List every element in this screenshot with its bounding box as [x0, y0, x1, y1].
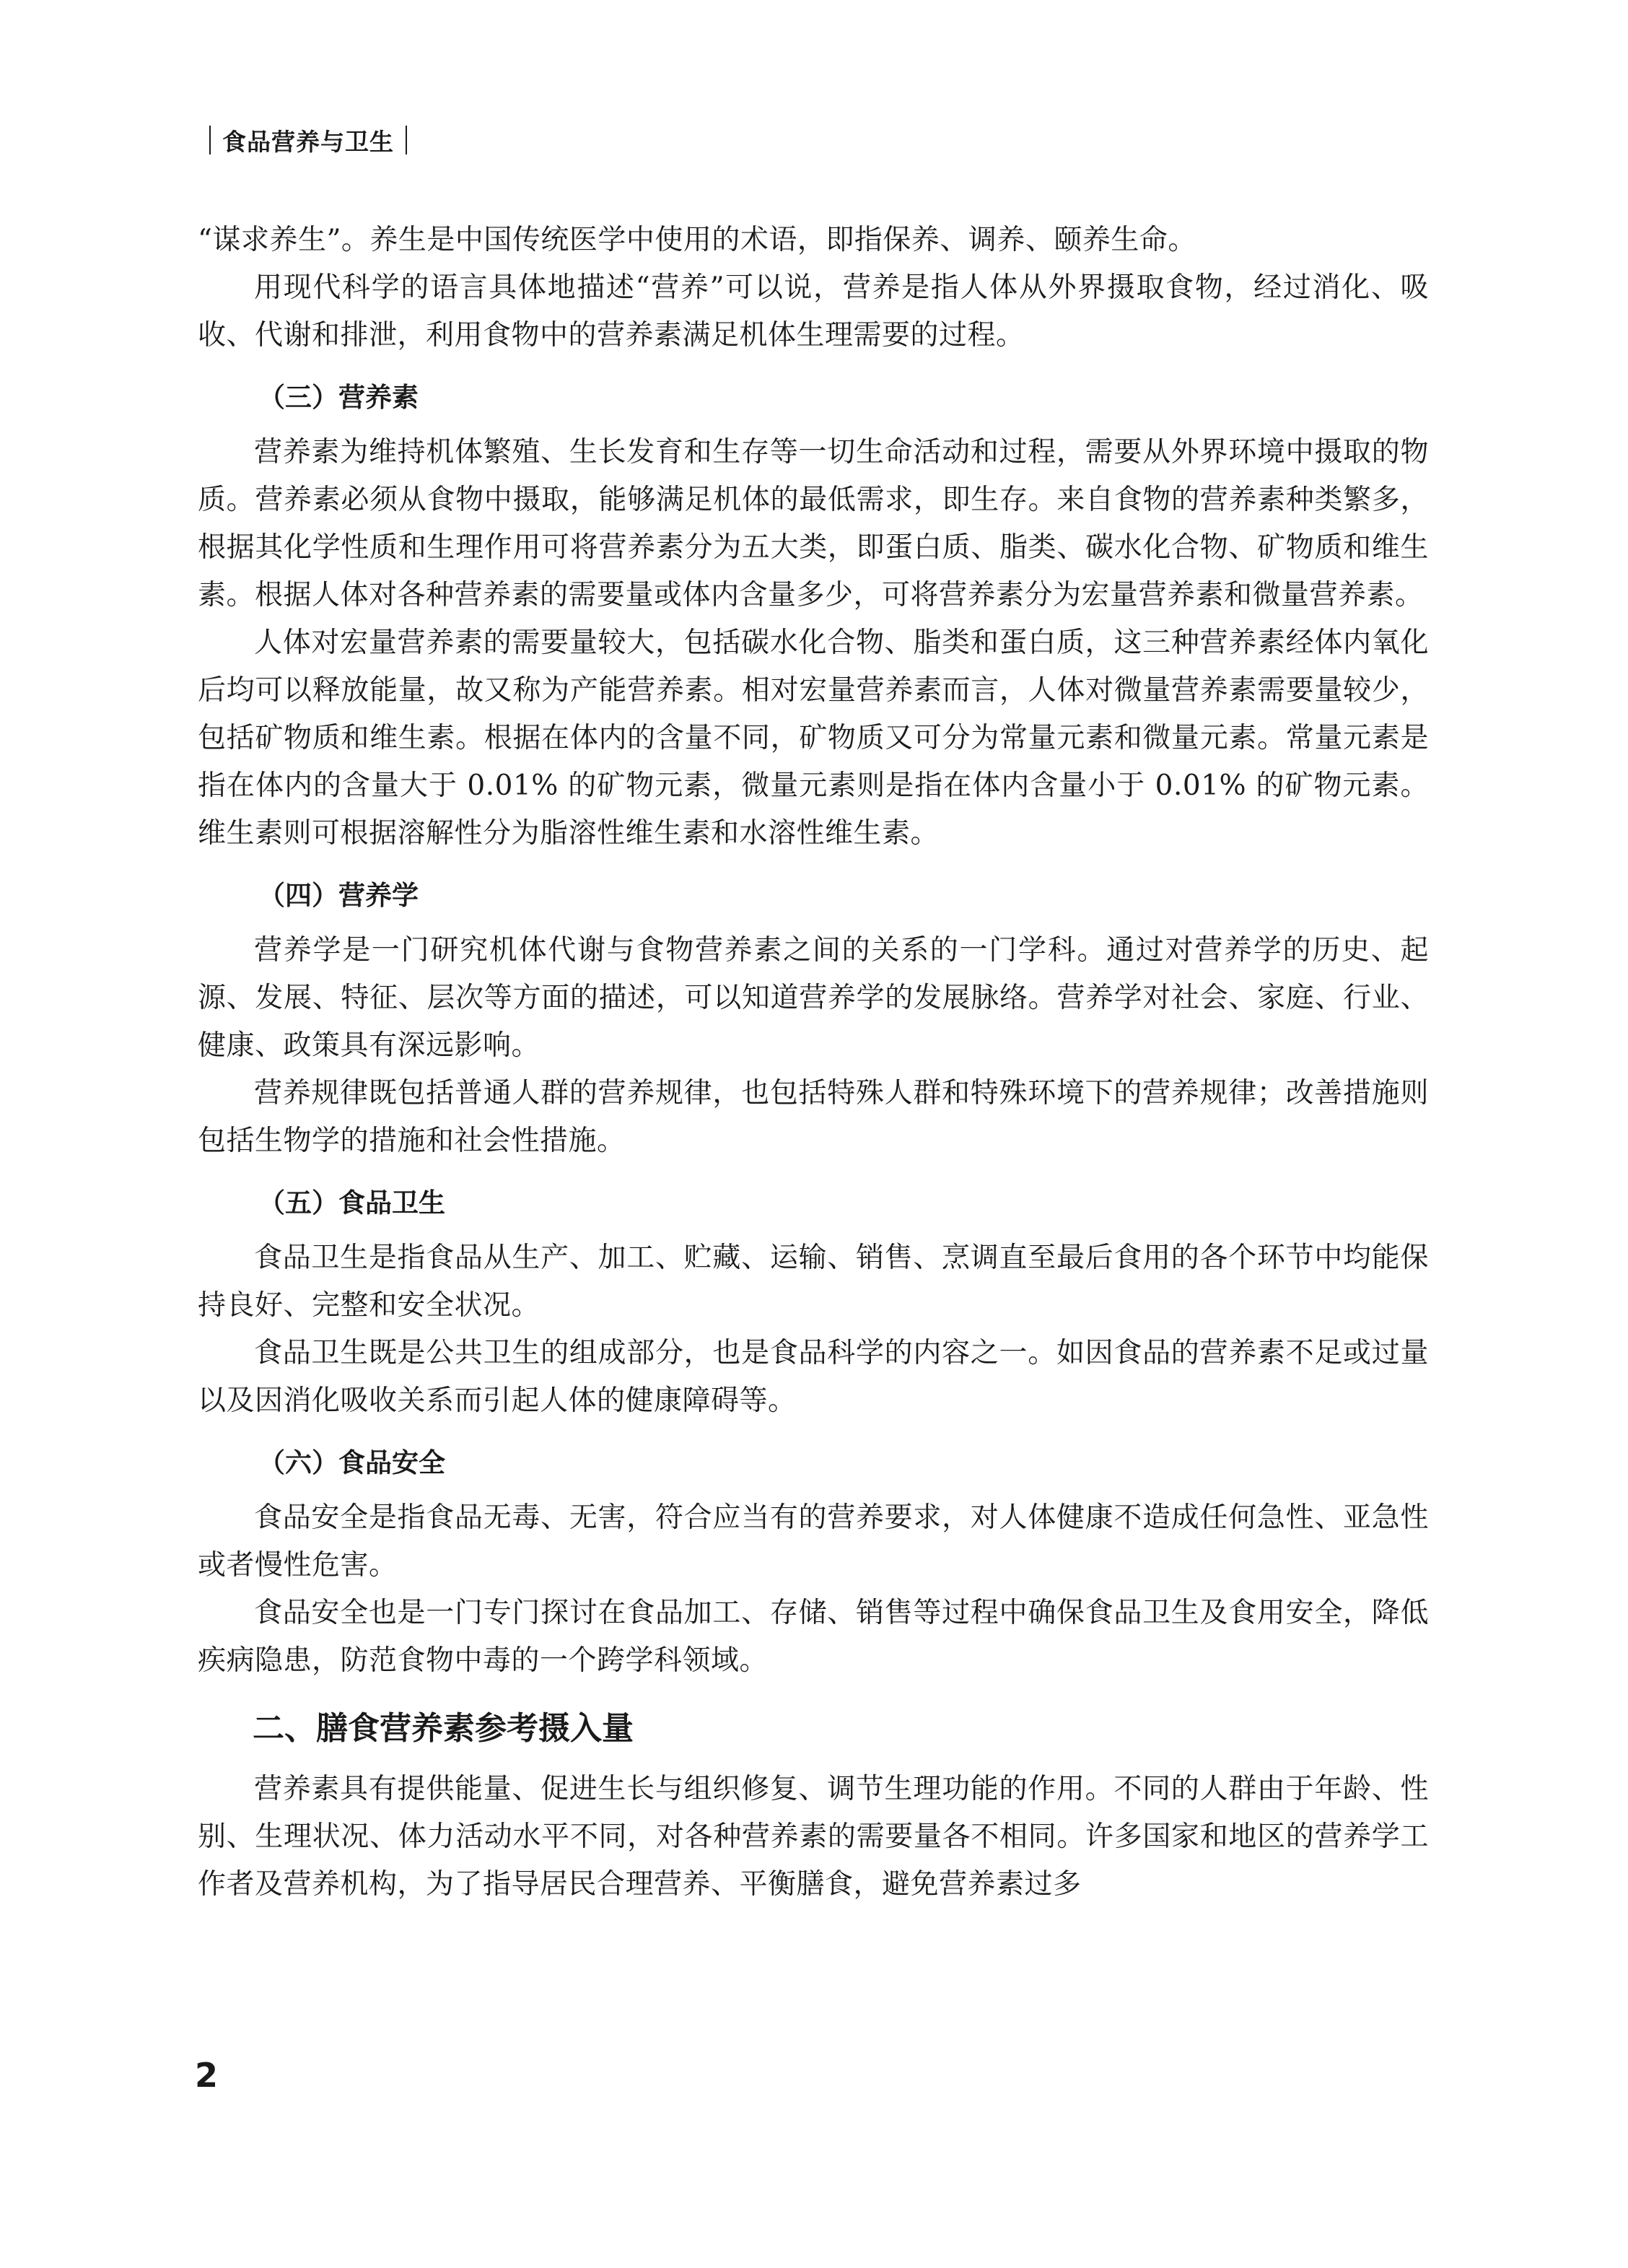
subheading-food-hygiene: （五）食品卫生	[258, 1187, 445, 1218]
food-safety-paragraph-2: 食品安全也是一门专门探讨在食品加工、存储、销售等过程中确保食品卫生及食用安全，降低疾病隐患，防范食物中毒的一个跨学科领域。	[198, 1597, 1429, 1677]
running-head-left-rule	[209, 126, 211, 154]
section-heading-dri: 二、膳食营养素参考摄入量	[253, 1710, 634, 1747]
food-safety-paragraph-1: 食品安全是指食品无毒、无害，符合应当有的营养要求，对人体健康不造成任何急性、亚急性或者慢性危害。	[198, 1501, 1429, 1582]
nutrition-science-paragraph-1: 营养学是一门研究机体代谢与食物营养素之间的关系的一门学科。通过对营养学的历史、起源、发展、特征、层次等方面的描述，可以知道营养学的发展脉络。营养学对社会、家庭、行业、健康、政策具有深远影响。	[198, 934, 1429, 1062]
subheading-food-safety: （六）食品安全	[258, 1447, 445, 1478]
nutrients-paragraph-1: 营养素为维持机体繁殖、生长发育和生存等一切生命活动和过程，需要从外界环境中摄取的物质。营养素必须从食物中摄取，能够满足机体的最低需求，即生存。来自食物的营养素种类繁多，根据其化学性质和生理作用可将营养素分为五大类，即蛋白质、脂类、碳水化合物、矿物质和维生素。根据人体对各种营养素的需要量或体内含量多少，可将营养素分为宏量营养素和微量营养素。	[198, 436, 1429, 611]
intro-paragraph-1: “谋求养生”。养生是中国传统医学中使用的术语，即指保养、调养、颐养生命。	[198, 224, 1196, 256]
running-head	[198, 121, 419, 159]
running-head-right-rule	[406, 126, 407, 154]
intro-paragraph-2: 用现代科学的语言具体地描述“营养”可以说，营养是指人体从外界摄取食物，经过消化、吸收、代谢和排泄，利用食物中的营养素满足机体生理需要的过程。	[198, 271, 1429, 352]
food-hygiene-paragraph-2: 食品卫生既是公共卫生的组成部分，也是食品科学的内容之一。如因食品的营养素不足或过量以及因消化吸收关系而引起人体的健康障碍等。	[198, 1337, 1429, 1417]
food-hygiene-paragraph-1: 食品卫生是指食品从生产、加工、贮藏、运输、销售、烹调直至最后食用的各个环节中均能保持良好、完整和安全状况。	[198, 1242, 1429, 1322]
nutrients-paragraph-2: 人体对宏量营养素的需要量较大，包括碳水化合物、脂类和蛋白质，这三种营养素经体内氧化后均可以释放能量，故又称为产能营养素。相对宏量营养素而言，人体对微量营养素需要量较少，包括矿物质和维生素。根据在体内的含量不同，矿物质又可分为常量元素和微量元素。常量元素是指在体内的含量大于 0.01% 的矿物元素，微量元素则是指在体内含量小于 0.01% 的矿物元素。维生素则可根据溶解性分为脂溶性维生素和水溶性维生素。	[198, 627, 1429, 850]
page-number: 2	[195, 2056, 219, 2095]
subheading-nutrients: （三）营养素	[258, 382, 419, 413]
nutrition-science-paragraph-2: 营养规律既包括普通人群的营养规律，也包括特殊人群和特殊环境下的营养规律；改善措施则包括生物学的措施和社会性措施。	[198, 1077, 1429, 1157]
running-head-title: 食品营养与卫生	[222, 127, 394, 156]
subheading-nutrition-science: （四）营养学	[258, 880, 419, 911]
page-body	[198, 217, 1429, 1909]
dri-paragraph-1: 营养素具有提供能量、促进生长与组织修复、调节生理功能的作用。不同的人群由于年龄、性别、生理状况、体力活动水平不同，对各种营养素的需要量各不相同。许多国家和地区的营养学工作者及营养机构，为了指导居民合理营养、平衡膳食，避免营养素过多	[198, 1773, 1429, 1901]
